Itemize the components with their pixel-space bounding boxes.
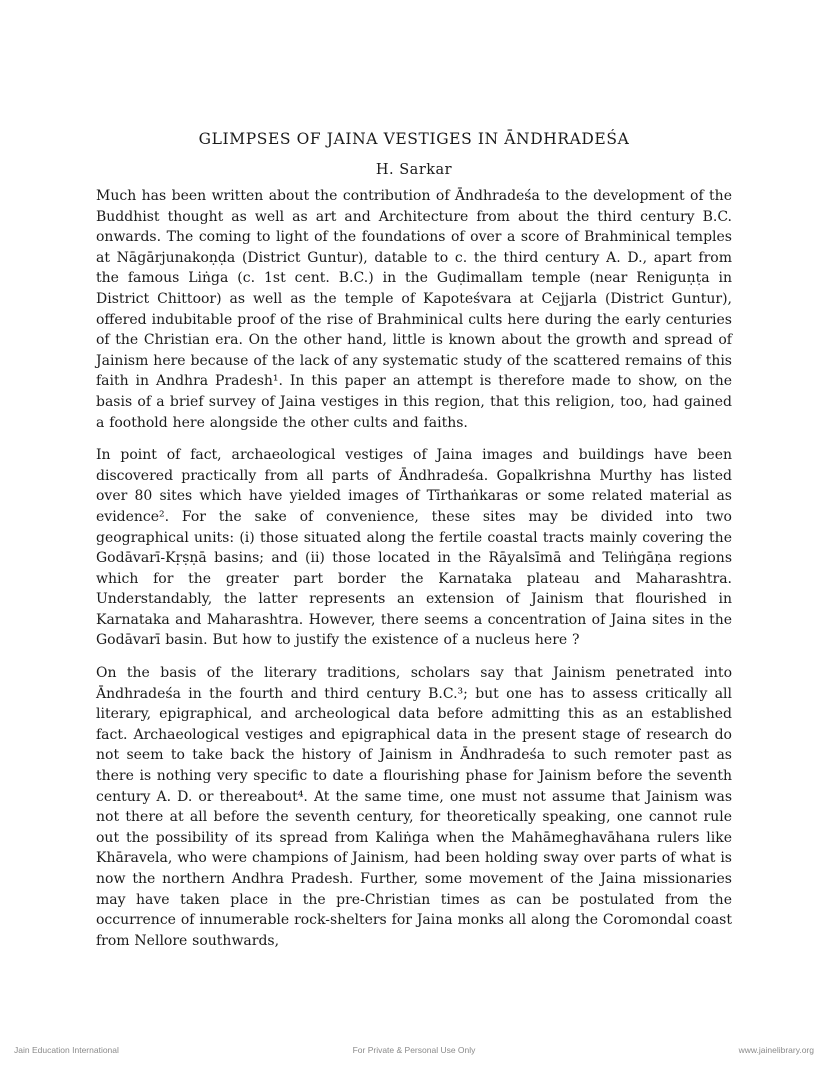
paragraph-2: In point of fact, archaeological vestiges of Jaina images and buildings have been discovered practically from all parts of Āndhradeśa. Gopalkrishna Murthy has listed over 80 sites which have yielded images of Tīrthaṅkaras or some related material as evidence². For the sake of convenience, these sites may be divided into two geographical units: (i) those situated along the fertile coastal tracts mainly covering the Godāvarī-Kṛṣṇā basins; and (ii) those located in the Rāyalsīmā and Teliṅgāṇa regions which for the greater part border the Karnataka plateau and Maharashtra. Understandably, the latter represents an extension of Jainism that flourished in Karnataka and Maharashtra. However, there seems a concentration of Jaina sites in the Godāvarī basin. But how to justify the existence of a nucleus here ? xyxy=(96,447,732,649)
footer-usage-note: For Private & Personal Use Only xyxy=(352,1045,476,1055)
page-footer xyxy=(0,1045,828,1059)
footer-publisher: Jain Education International xyxy=(14,1045,119,1055)
document-title: GLIMPSES OF JAINA VESTIGES IN ĀNDHRADEŚA xyxy=(198,130,630,148)
paragraph-3: On the basis of the literary traditions, scholars say that Jainism penetrated into Āndhradeśa in the fourth and third century B.C.³; but one has to assess critically all literary, epigraphical, and archeological data before admitting this as an established fact. Archaeological vestiges and epigraphical data in the present stage of research do not seem to take back the history of Jainism in Āndhradeśa to such remoter past as there is nothing very specific to date a flourishing phase for Jainism before the seventh century A. D. or thereabout⁴. At the same time, one must not assume that Jainism was not there at all before the seventh century, for theoretically speaking, one cannot rule out the possibility of its spread from Kaliṅga when the Mahāmeghavāhana rulers like Khāravela, who were champions of Jainism, had been holding sway over parts of what is now the northern Andhra Pradesh. Further, some movement of the Jaina missionaries may have taken place in the pre-Christian times as can be postulated from the occurrence of innumerable rock-shelters for Jaina monks all along the Coromondal coast from Nellore southwards, xyxy=(96,665,732,949)
footer-website: www.jainelibrary.org xyxy=(738,1045,814,1055)
author-name: H. Sarkar xyxy=(375,162,453,178)
paragraph-1: Much has been written about the contribution of Āndhradeśa to the development of the Buddhist thought as well as art and Architecture from about the third century B.C. onwards. The coming to light of the foundations of over a score of Brahminical temples at Nāgārjunakoṇḍa (District Guntur), datable to c. the third century A. D., apart from the famous Liṅga (c. 1st cent. B.C.) in the Guḍimallam temple (near Reniguṇṭa in District Chittoor) as well as the temple of Kapoteśvara at Cejjarla (District Guntur), offered indubitable proof of the rise of Brahminical cults here during the early centuries of the Christian era. On the other hand, little is known about the growth and spread of Jainism here because of the lack of any systematic study of the scattered remains of this faith in Andhra Pradesh¹. In this paper an attempt is therefore made to show, on the basis of a brief survey of Jaina vestiges in this region, that this religion, too, had gained a foothold here alongside the other cults and faiths. xyxy=(96,188,732,431)
document-body xyxy=(96,186,732,951)
